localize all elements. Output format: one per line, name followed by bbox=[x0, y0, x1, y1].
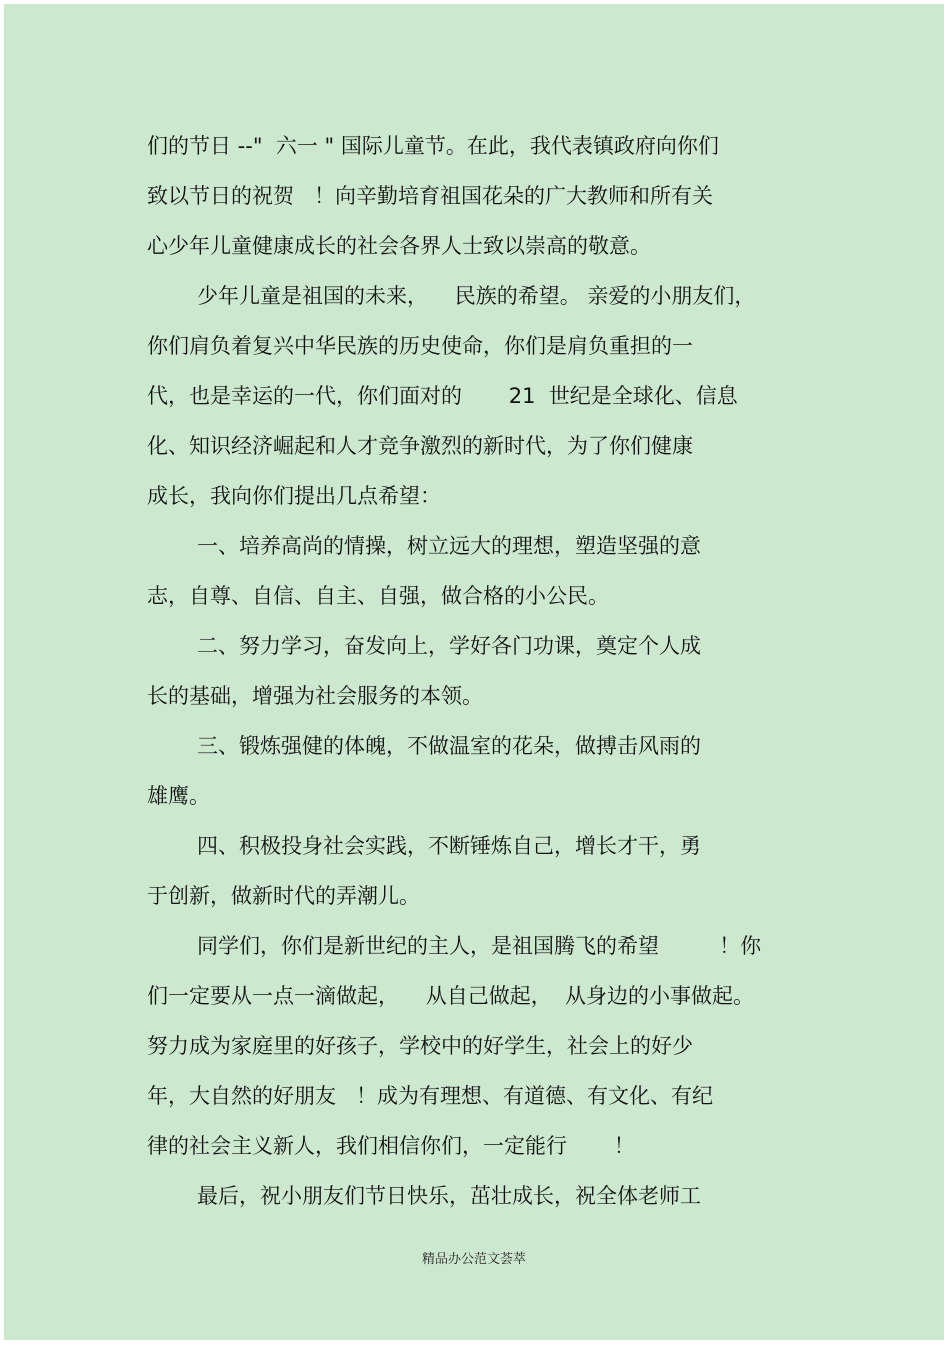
paragraph-start-line: 一、培养高尚的情操，树立远大的理想，塑造坚强的意 bbox=[197, 534, 701, 558]
text-line: 努力成为家庭里的好孩子，学校中的好学生，社会上的好少 bbox=[147, 1034, 693, 1058]
text-line: 你们肩负着复兴中华民族的历史使命，你们是肩负重担的一 bbox=[147, 334, 693, 358]
page-footer: 精品办公范文荟萃 bbox=[421, 1252, 526, 1267]
text-line: 心少年儿童健康成长的社会各界人士致以崇高的敬意。 bbox=[147, 234, 651, 258]
text-line: 年，大自然的好朋友 ！成为有理想、有道德、有文化、有纪 bbox=[147, 1084, 714, 1108]
text-line: 于创新，做新时代的弄潮儿。 bbox=[147, 884, 420, 908]
paragraph-start-line: 二、努力学习，奋发向上，学好各门功课，奠定个人成 bbox=[197, 634, 701, 658]
text-line: 致以节日的祝贺 ！向辛勤培育祖国花朵的广大教师和所有关 bbox=[147, 184, 714, 208]
text-line: 成长，我向你们提出几点希望： bbox=[147, 484, 441, 508]
paragraph-start-line: 少年儿童是祖国的未来， 民族的希望。 亲爱的小朋友们， bbox=[197, 284, 756, 308]
paragraph-start-line: 四、积极投身社会实践，不断锤炼自己，增长才干，勇 bbox=[197, 834, 701, 858]
text-line: 化、知识经济崛起和人才竞争激烈的新时代，为了你们健康 bbox=[147, 434, 693, 458]
text-line: 们的节日 --" 六一 " 国际儿童节。在此，我代表镇政府向你们 bbox=[147, 134, 719, 158]
paragraph-start-line: 最后，祝小朋友们节日快乐，茁壮成长，祝全体老师工 bbox=[197, 1184, 701, 1208]
text-line: 代，也是幸运的一代，你们面对的 21 世纪是全球化、信息 bbox=[147, 384, 738, 408]
document-page bbox=[4, 4, 944, 1340]
text-line: 律的社会主义新人，我们相信你们，一定能行 ！ bbox=[147, 1134, 635, 1158]
text-line: 雄鹰。 bbox=[147, 784, 210, 808]
text-line: 长的基础，增强为社会服务的本领。 bbox=[147, 684, 483, 708]
text-line: 志，自尊、自信、自主、自强，做合格的小公民。 bbox=[147, 584, 609, 608]
document-body bbox=[147, 121, 827, 1221]
text-line: 们一定要从一点一滴做起， 从自己做起， 从身边的小事做起。 bbox=[147, 984, 755, 1008]
paragraph-start-line: 三、锻炼强健的体魄，不做温室的花朵，做搏击风雨的 bbox=[197, 734, 701, 758]
paragraph-start-line: 同学们，你们是新世纪的主人，是祖国腾飞的希望 ！你 bbox=[197, 934, 762, 958]
